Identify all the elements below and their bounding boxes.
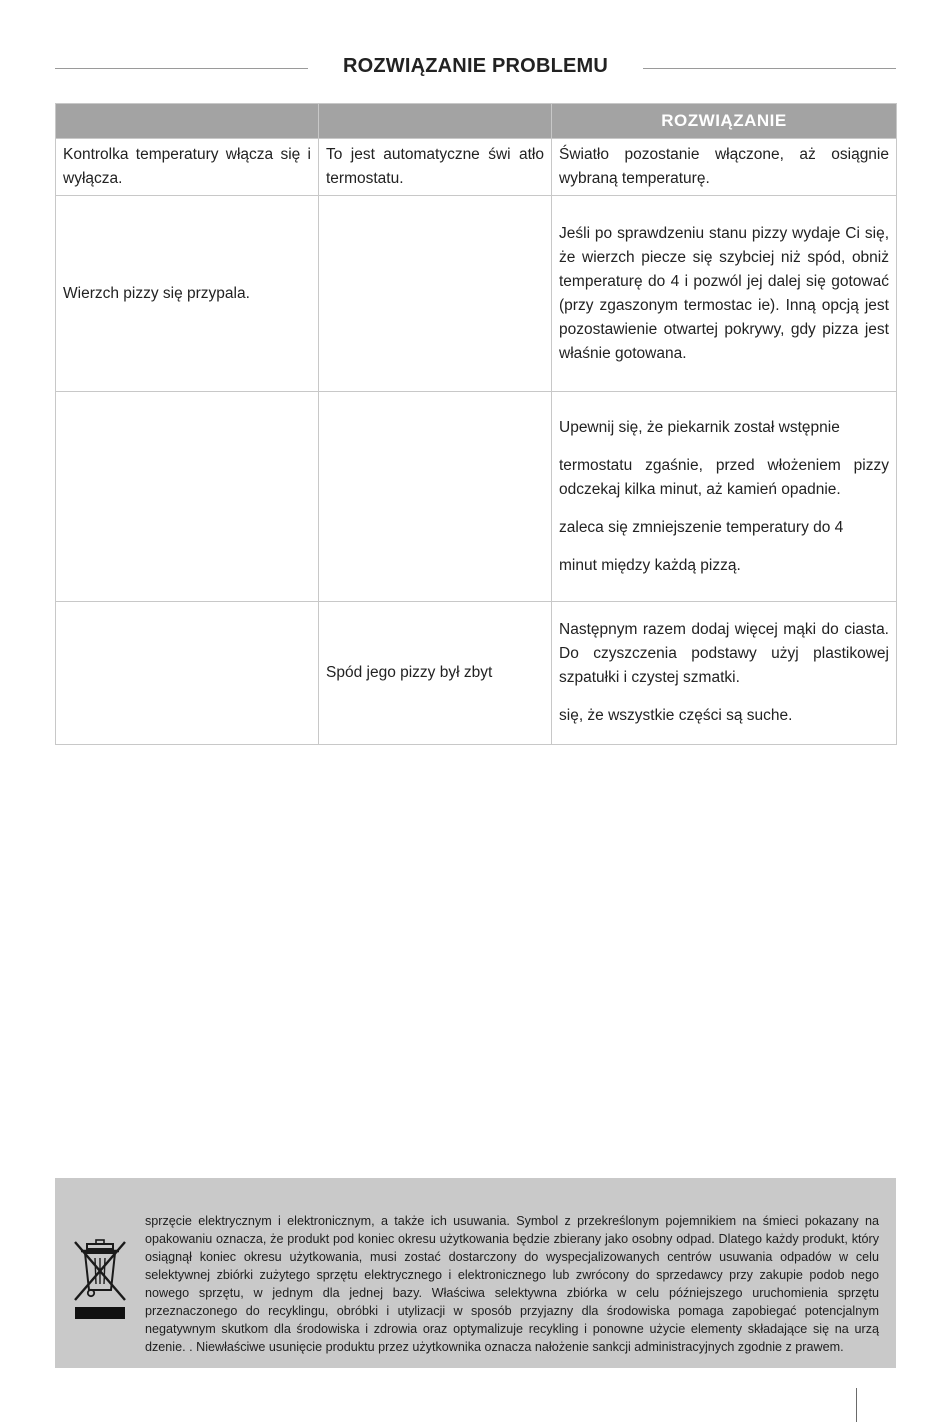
weee-notice-text: sprzęcie elektrycznym i elektronicznym, a także ich usuwania. Symbol z przekreślonym pojemnikiem na śmieci pokazany na opakowaniu oznacza, że produkt pod koniec okresu użytkowania będzie zbierany jako osobny odpad. Dlatego każdy produkt, który osiągnął koniec okresu użytkowania, musi zostać dostarczony do wyspecjalizowanych centrów usuwania odpadów w celu selektywnej zbiórki zużytego sprzętu elektrycznego i elektronicznego lub zwrócony do sprzedawcy przy zakupie podob nego nowego sprzętu, w jednym dla jednej bazy. Właściwa selektywna zbiórka w celu późniejszego uruchomienia sprzętu przeznaczonego do recyklingu, obróbki i utylizacji w sposób przyjazny dla środowiska pomaga zapobiegać potencjalnym negatywnym skutkom dla środowiska i zdrowia oraz optymalizuje recykling i ponowne użycie elementy składające się na urzą dzenie. . Niewłaściwe usunięcie produktu przez użytkownika oznacza nałożenie sankcji administracyjnych zgodnie z prawem. [145, 1214, 879, 1354]
solution-text: minut między każdą pizzą. [559, 556, 741, 574]
table-row [56, 196, 897, 392]
solution-text: zaleca się zmniejszenie temperatury do 4 [559, 518, 844, 536]
column-header-problem [56, 104, 319, 139]
problem-cell: Kontrolka temperatury włącza się i wyłącza. [56, 139, 319, 196]
crossed-out-wheelie-bin-icon [69, 1236, 131, 1322]
page-title: ROZWIĄZANIE PROBLEMU [342, 55, 609, 77]
cause-cell [319, 392, 552, 602]
problem-cell [56, 392, 319, 602]
solution-text: Następnym razem dodaj więcej mąki do ciasta. Do czyszczenia podstawy użyj plastikowej szpatułki i czystej szmatki. [559, 621, 889, 686]
solution-text: Jeśli po sprawdzeniu stanu pizzy wydaje Ci się, że wierzch piecze się szybciej niż spód, obniż temperaturę do 4 i pozwól jej dalej się gotować (przy zgaszonym termostac ie). Inną opcją jest pozostawienie otwartej pokrywy, gdy pizza jest właśnie gotowana. [559, 224, 889, 362]
solution-text: się, że wszystkie części są suche. [559, 707, 793, 724]
solution-text: Światło pozostanie włączone, aż osiągnie wybraną temperaturę. [559, 146, 889, 187]
page-edge-marker [856, 1388, 857, 1422]
table-header-row [56, 104, 897, 139]
solution-cell [552, 602, 897, 745]
solution-cell [552, 139, 897, 196]
column-header-cause [319, 104, 552, 139]
column-header-solution: ROZWIĄZANIE [552, 104, 897, 139]
cause-cell [319, 196, 552, 392]
table-row [56, 602, 897, 745]
problem-cell: Wierzch pizzy się przypala. [56, 196, 319, 392]
table-row [56, 392, 897, 602]
weee-disposal-notice [55, 1178, 896, 1368]
solution-text: termostatu zgaśnie, przed włożeniem pizzy odczekaj kilka minut, aż kamień opadnie. [559, 456, 889, 498]
troubleshooting-table [55, 103, 897, 745]
cause-cell: To jest automatyczne świ atło termostatu. [319, 139, 552, 196]
solution-cell [552, 392, 897, 602]
table-row [56, 139, 897, 196]
solution-cell [552, 196, 897, 392]
solution-text: Upewnij się, że piekarnik został wstępnie [559, 418, 840, 436]
header-rule-right [643, 68, 896, 69]
section-header [55, 55, 896, 83]
problem-cell [56, 602, 319, 745]
cause-cell: Spód jego pizzy był zbyt [319, 602, 552, 745]
